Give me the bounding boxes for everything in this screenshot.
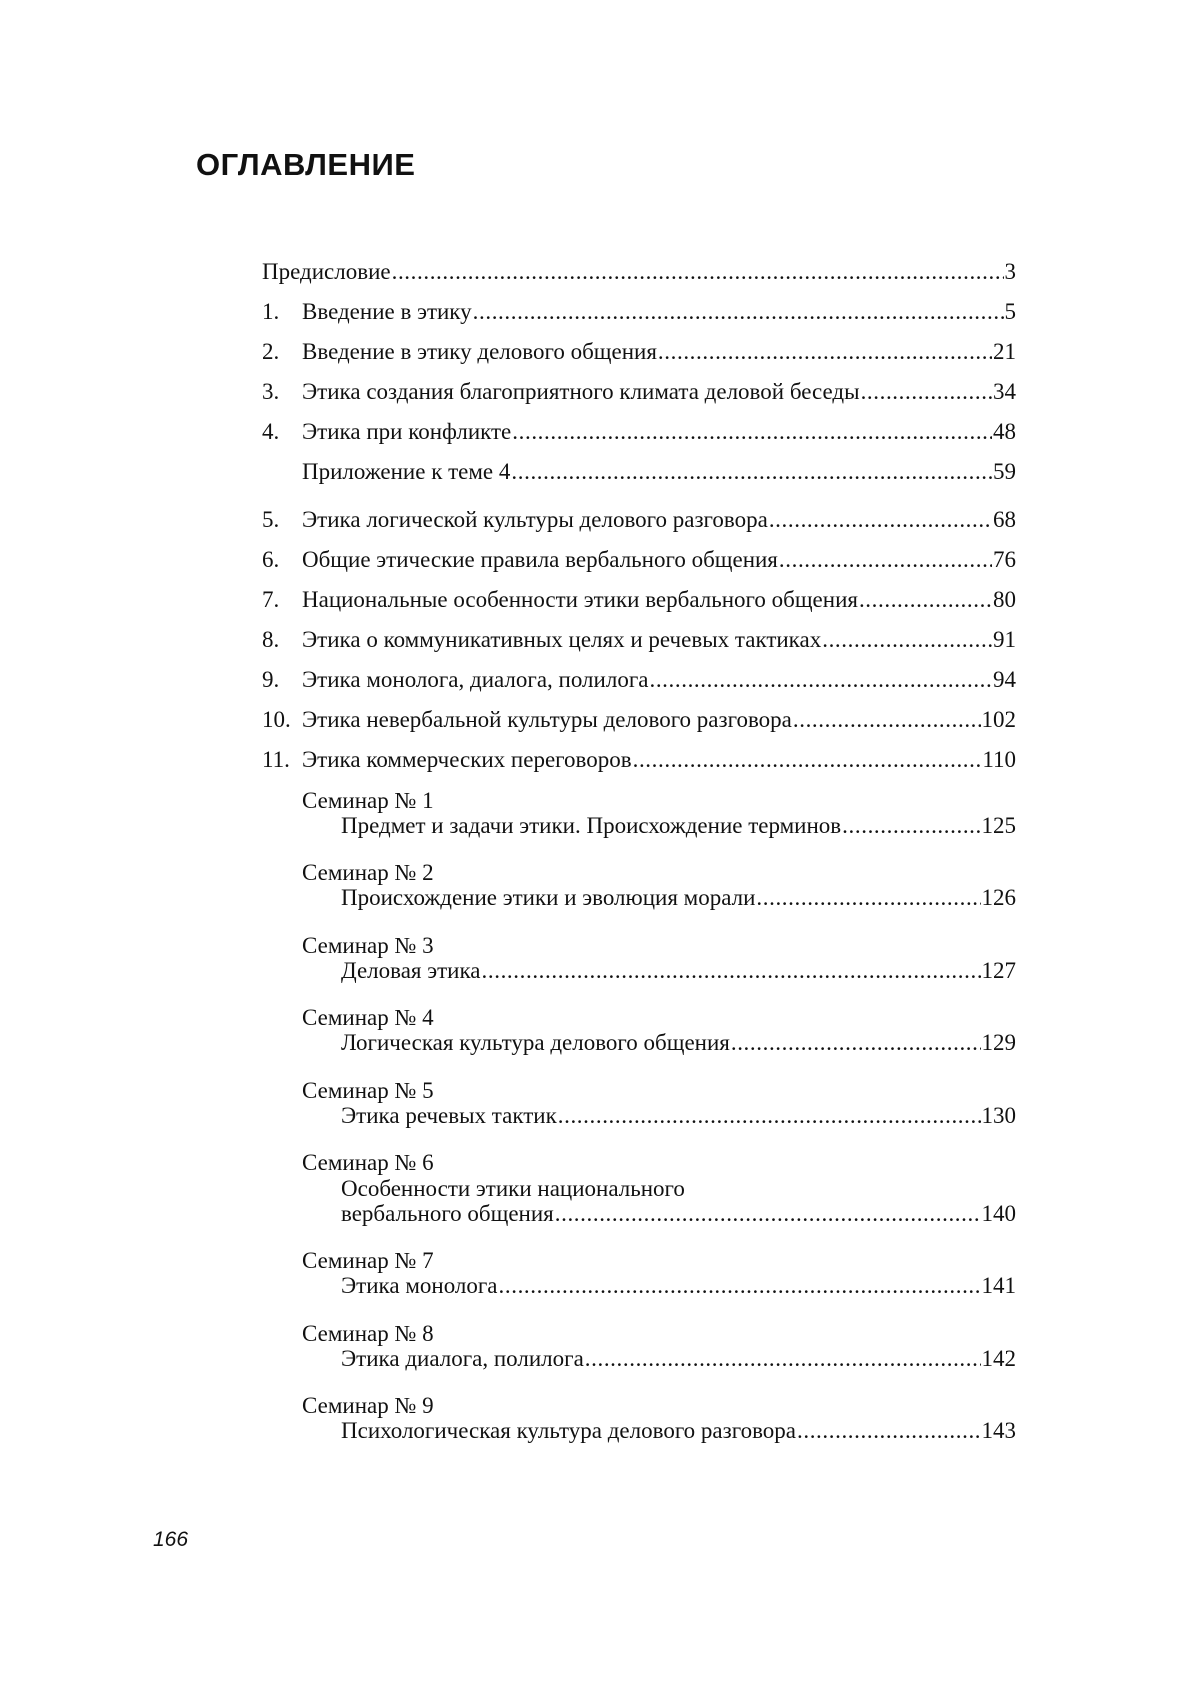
toc-entry-title: Этика коммерческих переговоров — [302, 747, 632, 772]
dot-leader — [512, 417, 992, 447]
seminar-label: Семинар № 6 — [302, 1150, 434, 1175]
toc-entry-title: Деловая этика — [341, 958, 481, 983]
toc-entry — [262, 745, 1016, 775]
dot-leader — [797, 1416, 981, 1446]
toc-entry-title-line: Особенности этики национального — [341, 1176, 685, 1201]
toc-entry-page: 125 — [981, 813, 1016, 838]
seminar-label: Семинар № 4 — [302, 1005, 434, 1030]
toc-entry — [262, 417, 1016, 447]
dot-leader — [842, 811, 980, 841]
toc-entry-title: Этика речевых тактик — [341, 1103, 557, 1128]
seminar-label: Семинар № 8 — [302, 1321, 434, 1346]
toc-entry — [262, 505, 1016, 535]
toc-entry-title: Введение в этику — [302, 299, 472, 324]
toc-entry-number: 3. — [262, 379, 280, 404]
toc-entry-page: 130 — [981, 1103, 1016, 1128]
page-number: 166 — [153, 1528, 189, 1551]
dot-leader — [779, 545, 992, 575]
toc-entry — [262, 377, 1016, 407]
toc-entry — [262, 1101, 1016, 1131]
toc-entry-number: 10. — [262, 707, 291, 732]
toc-entry — [262, 705, 1016, 735]
toc-entry-page: 3 — [1004, 259, 1016, 284]
toc-entry — [262, 585, 1016, 615]
seminar-label: Семинар № 7 — [302, 1248, 434, 1273]
seminar-label: Семинар № 3 — [302, 933, 434, 958]
toc-entry — [262, 1028, 1016, 1058]
dot-leader — [731, 1028, 981, 1058]
dot-leader — [769, 505, 992, 535]
toc-entry-page: 143 — [981, 1418, 1016, 1443]
dot-leader — [511, 457, 992, 487]
dot-leader — [658, 337, 992, 367]
toc-entry — [262, 625, 1016, 655]
toc-entry-title: Этика при конфликте — [302, 419, 512, 444]
toc-entry-title: Происхождение этики и эволюция морали — [341, 885, 756, 910]
toc-entry-page: 5 — [1004, 299, 1016, 324]
toc-entry-title: Предмет и задачи этики. Происхождение терминов — [341, 813, 842, 838]
toc-entry-title: Этика диалога, полилога — [341, 1346, 584, 1371]
toc-entry-number: 8. — [262, 627, 280, 652]
toc-entry — [262, 1344, 1016, 1374]
toc-entry-page: 126 — [981, 885, 1016, 910]
dot-leader — [585, 1344, 981, 1374]
seminar-label: Семинар № 5 — [302, 1078, 434, 1103]
dot-leader — [392, 257, 1004, 287]
toc-entry — [262, 337, 1016, 367]
dot-leader — [822, 625, 992, 655]
toc-entry-title: Введение в этику делового общения — [302, 339, 657, 364]
toc-entry-page: 127 — [981, 958, 1016, 983]
toc-entry-number: 7. — [262, 587, 280, 612]
toc-entry — [262, 1416, 1016, 1446]
toc-entry-page: 140 — [981, 1201, 1016, 1226]
dot-leader — [633, 745, 982, 775]
toc-entry — [262, 956, 1016, 986]
toc-entry-title: Этика монолога, диалога, полилога — [302, 667, 649, 692]
dot-leader — [861, 377, 992, 407]
toc-entry-title: Предисловие — [262, 259, 391, 284]
toc-entry — [262, 457, 1016, 487]
toc-entry-number: 5. — [262, 507, 280, 532]
dot-leader — [473, 297, 1004, 327]
dot-leader — [793, 705, 981, 735]
toc-entry-title: Приложение к теме 4 — [302, 459, 511, 484]
toc-entry-page: 59 — [993, 459, 1016, 484]
toc-entry-title: Национальные особенности этики вербального общения — [302, 587, 858, 612]
toc-entry-page: 21 — [993, 339, 1016, 364]
toc-entry — [262, 545, 1016, 575]
toc-entry-title: Этика логической культуры делового разговора — [302, 507, 768, 532]
seminar-label: Семинар № 2 — [302, 860, 434, 885]
dot-leader — [482, 956, 981, 986]
toc-entry-page: 76 — [993, 547, 1016, 572]
toc-entry-title: вербального общения — [341, 1201, 554, 1226]
seminar-label: Семинар № 9 — [302, 1393, 434, 1418]
toc-entry-number: 11. — [262, 747, 290, 772]
toc-entry — [262, 665, 1016, 695]
toc-entry-page: 129 — [981, 1030, 1016, 1055]
toc-entry-page: 48 — [993, 419, 1016, 444]
toc-entry-number: 9. — [262, 667, 280, 692]
toc-entry — [262, 1199, 1016, 1229]
toc-entry-page: 94 — [993, 667, 1016, 692]
toc-entry-page: 141 — [981, 1273, 1016, 1298]
toc-entry-page: 142 — [981, 1346, 1016, 1371]
toc-entry — [262, 811, 1016, 841]
dot-leader — [859, 585, 992, 615]
toc-entry-title: Психологическая культура делового разговора — [341, 1418, 796, 1443]
dot-leader — [555, 1199, 981, 1229]
toc-entry-number: 6. — [262, 547, 280, 572]
toc-entry-number: 4. — [262, 419, 280, 444]
toc-entry — [262, 1271, 1016, 1301]
toc-entry-title: Этика монолога — [341, 1273, 498, 1298]
toc-entry-page: 68 — [993, 507, 1016, 532]
dot-leader — [499, 1271, 981, 1301]
toc-entry-title: Логическая культура делового общения — [341, 1030, 730, 1055]
toc-heading: ОГЛАВЛЕНИЕ — [196, 147, 416, 182]
toc-entry-page: 91 — [993, 627, 1016, 652]
toc-entry-page: 80 — [993, 587, 1016, 612]
toc-entry-title: Этика невербальной культуры делового разговора — [302, 707, 792, 732]
toc-entry — [262, 257, 1016, 287]
toc-entry-page: 34 — [993, 379, 1016, 404]
toc-entry-title: Этика создания благоприятного климата деловой беседы — [302, 379, 860, 404]
toc-entry — [262, 883, 1016, 913]
dot-leader — [649, 665, 992, 695]
toc-entry-title: Этика о коммуникативных целях и речевых тактиках — [302, 627, 822, 652]
seminar-label: Семинар № 1 — [302, 788, 434, 813]
dot-leader — [756, 883, 980, 913]
toc-entry-page: 110 — [982, 747, 1016, 772]
toc-entry-number: 1. — [262, 299, 280, 324]
dot-leader — [558, 1101, 981, 1131]
toc-entry-title: Общие этические правила вербального общения — [302, 547, 778, 572]
toc-entry-page: 102 — [981, 707, 1016, 732]
toc-entry-number: 2. — [262, 339, 280, 364]
toc-entry — [262, 297, 1016, 327]
